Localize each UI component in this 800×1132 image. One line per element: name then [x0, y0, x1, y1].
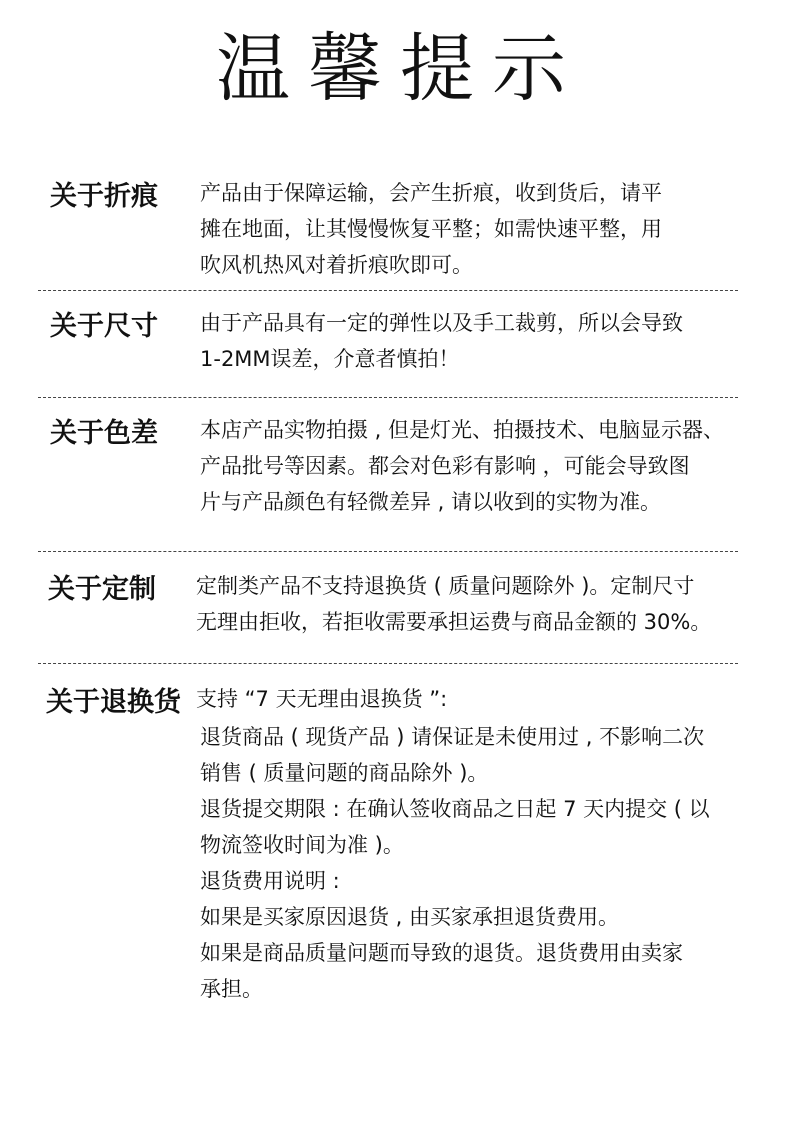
- body-line: 本店产品实物拍摄 , 但是灯光、拍摄技术、电脑显示器、: [200, 418, 725, 442]
- body-line: 吹风机热风对着折痕吹即可。: [200, 253, 473, 277]
- body-line: 销售 ( 质量问题的商品除外 )。: [200, 761, 489, 785]
- section-body: [196, 568, 746, 640]
- body-line: 承担。: [200, 977, 263, 1001]
- section-label: 关于色差: [50, 418, 158, 449]
- section-intro: 支持 “7 天无理由退换货 ”:: [196, 687, 448, 711]
- dashed-divider: [38, 397, 738, 398]
- body-line: 1-2MM误差，介意者慎拍！: [200, 347, 460, 371]
- section-label: 关于退换货: [46, 687, 181, 718]
- body-line: 物流签收时间为准 )。: [200, 833, 404, 857]
- body-line: 无理由拒收，若拒收需要承担运费与商品金额的 30%。: [196, 610, 712, 634]
- dashed-divider: [38, 663, 738, 664]
- body-line: 产品批号等因素。都会对色彩有影响 ，可能会导致图: [200, 454, 690, 478]
- page-title: 温馨提示: [216, 26, 584, 112]
- dashed-divider: [38, 290, 738, 291]
- section-body: [200, 412, 745, 520]
- section-body: [200, 719, 745, 1007]
- section-label: 关于折痕: [50, 181, 158, 212]
- body-line: 如果是买家原因退货 , 由买家承担退货费用。: [200, 905, 620, 929]
- body-line: 如果是商品质量问题而导致的退货。退货费用由卖家: [200, 941, 683, 965]
- body-line: 由于产品具有一定的弹性以及手工裁剪，所以会导致: [200, 311, 683, 335]
- body-line: 退货商品 ( 现货产品 ) 请保证是未使用过 , 不影响二次: [200, 725, 705, 749]
- body-line: 退货提交期限 : 在确认签收商品之日起 7 天内提交 ( 以: [200, 797, 710, 821]
- body-line: 产品由于保障运输，会产生折痕，收到货后，请平: [200, 181, 662, 205]
- section-body: [200, 175, 745, 283]
- body-line: 摊在地面，让其慢慢恢复平整；如需快速平整，用: [200, 217, 662, 241]
- body-line: 退货费用说明 :: [200, 869, 340, 893]
- body-line: 片与产品颜色有轻微差异 , 请以收到的实物为准。: [200, 490, 662, 514]
- section-label: 关于尺寸: [50, 311, 158, 342]
- body-line: 定制类产品不支持退换货 ( 质量问题除外 )。定制尺寸: [196, 574, 695, 598]
- dashed-divider: [38, 551, 738, 552]
- section-body: [200, 305, 745, 377]
- section-label: 关于定制: [48, 574, 156, 605]
